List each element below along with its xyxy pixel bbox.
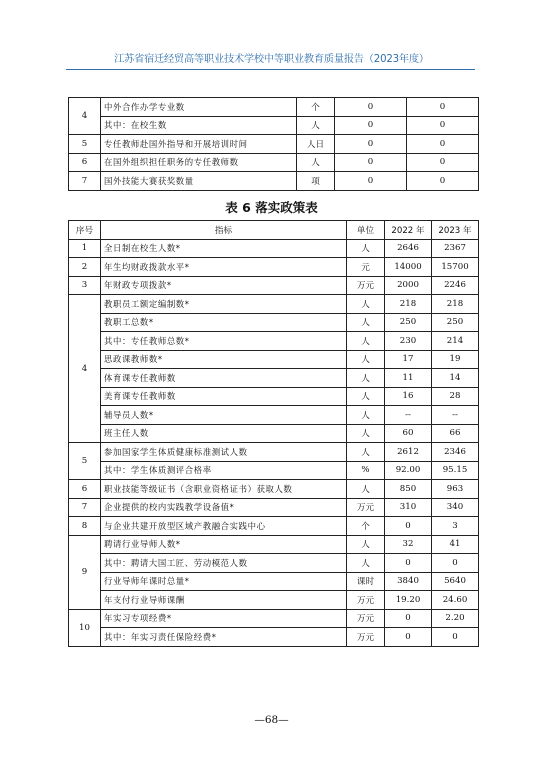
indicator-label: 美育课专任教师数 (101, 387, 347, 406)
value-2023: 5640 (432, 572, 479, 591)
unit-cell: 万元 (347, 498, 385, 517)
table-row (69, 498, 479, 517)
value-2023: 0 (407, 116, 479, 135)
unit-cell: 万元 (347, 276, 385, 295)
table-caption: 表 6 落实政策表 (225, 200, 318, 215)
indicator-label: 年实习专项经费* (101, 609, 347, 628)
value-2023: 0 (407, 135, 479, 154)
table-row (69, 461, 479, 480)
header-2022: 2022 年 (385, 221, 432, 240)
value-2023: 41 (432, 535, 479, 554)
value-2023: 66 (432, 424, 479, 443)
value-2022: 19.20 (385, 591, 432, 610)
indicator-label: 思政课教师数* (101, 350, 347, 369)
indicator-label: 其中：年实习责任保险经费* (101, 628, 347, 647)
unit-cell: 人 (347, 387, 385, 406)
header-2023: 2023 年 (432, 221, 479, 240)
value-2023: 2246 (432, 276, 479, 295)
value-2023: 0 (407, 153, 479, 172)
table-header-row (69, 221, 479, 240)
row-number: 9 (69, 535, 101, 609)
unit-cell: 人 (347, 239, 385, 258)
row-number: 6 (69, 153, 101, 172)
row-number: 7 (69, 172, 101, 191)
value-2022: 0 (335, 98, 407, 117)
table-row (69, 135, 479, 154)
value-2022: 0 (335, 153, 407, 172)
indicator-label: 全日制在校生人数* (101, 239, 347, 258)
indicator-label: 专任教师赴国外指导和开展培训时间 (101, 135, 297, 154)
table-row (69, 295, 479, 314)
indicator-label: 教职工总数* (101, 313, 347, 332)
indicator-label: 国外技能大赛获奖数量 (101, 172, 297, 191)
unit-cell: 人日 (297, 135, 335, 154)
value-2023: 2367 (432, 239, 479, 258)
value-2022: 17 (385, 350, 432, 369)
table-row (69, 387, 479, 406)
value-2023: 0 (432, 554, 479, 573)
table-row (69, 350, 479, 369)
page-header-title: 江苏省宿迁经贸高等职业技术学校中等职业教育质量报告（2023年度） (114, 54, 429, 65)
value-2023: 19 (432, 350, 479, 369)
unit-cell: 人 (347, 369, 385, 388)
unit-cell: 课时 (347, 572, 385, 591)
value-2023: 2346 (432, 443, 479, 462)
row-number: 4 (69, 98, 101, 135)
row-number: 1 (69, 239, 101, 258)
table-row (69, 591, 479, 610)
unit-cell: 人 (347, 443, 385, 462)
row-number: 5 (69, 443, 101, 480)
value-2022: 230 (385, 332, 432, 351)
unit-cell: 万元 (347, 628, 385, 647)
indicator-label: 行业导师年课时总量* (101, 572, 347, 591)
value-2023: 0 (407, 172, 479, 191)
indicator-label: 参加国家学生体质健康标准测试人数 (101, 443, 347, 462)
value-2022: -- (385, 406, 432, 425)
row-number: 4 (69, 295, 101, 443)
indicator-label: 其中：专任教师总数* (101, 332, 347, 351)
unit-cell: 个 (347, 517, 385, 536)
unit-cell: 人 (347, 350, 385, 369)
indicator-label: 年支付行业导师课酬 (101, 591, 347, 610)
header-unit: 单位 (347, 221, 385, 240)
indicator-label: 职业技能等级证书（含职业资格证书）获取人数 (101, 480, 347, 499)
table-row (69, 443, 479, 462)
table-row (69, 172, 479, 191)
table-row (69, 276, 479, 295)
value-2022: 0 (385, 628, 432, 647)
table-row (69, 369, 479, 388)
value-2023: 963 (432, 480, 479, 499)
value-2023: 14 (432, 369, 479, 388)
unit-cell: 人 (297, 153, 335, 172)
indicator-label: 教职员工额定编制数* (101, 295, 347, 314)
table-row (69, 609, 479, 628)
value-2023: 340 (432, 498, 479, 517)
policy-implementation-table (68, 220, 479, 647)
value-2022: 92.00 (385, 461, 432, 480)
indicator-label: 年财政专项拨款* (101, 276, 347, 295)
table-row (69, 628, 479, 647)
unit-cell: 人 (347, 424, 385, 443)
table-row (69, 406, 479, 425)
foreign-cooperation-table (68, 97, 479, 191)
row-number: 3 (69, 276, 101, 295)
row-number: 10 (69, 609, 101, 646)
value-2022: 0 (385, 609, 432, 628)
row-number: 7 (69, 498, 101, 517)
unit-cell: 人 (297, 116, 335, 135)
value-2022: 0 (335, 135, 407, 154)
indicator-label: 辅导员人数* (101, 406, 347, 425)
value-2022: 0 (335, 172, 407, 191)
table-row (69, 572, 479, 591)
table-row (69, 517, 479, 536)
unit-cell: 人 (347, 480, 385, 499)
value-2022: 32 (385, 535, 432, 554)
value-2022: 16 (385, 387, 432, 406)
unit-cell: 人 (347, 406, 385, 425)
indicator-label: 企业提供的校内实践教学设备值* (101, 498, 347, 517)
table-row (69, 554, 479, 573)
value-2023: 3 (432, 517, 479, 536)
indicator-label: 其中：在校生数 (101, 116, 297, 135)
unit-cell: 人 (347, 332, 385, 351)
value-2022: 2612 (385, 443, 432, 462)
value-2023: 218 (432, 295, 479, 314)
unit-cell: 人 (347, 554, 385, 573)
value-2023: 250 (432, 313, 479, 332)
value-2022: 850 (385, 480, 432, 499)
value-2022: 0 (335, 116, 407, 135)
unit-cell: 个 (297, 98, 335, 117)
value-2022: 218 (385, 295, 432, 314)
value-2023: 28 (432, 387, 479, 406)
row-number: 6 (69, 480, 101, 499)
row-number: 5 (69, 135, 101, 154)
value-2022: 250 (385, 313, 432, 332)
value-2023: 24.60 (432, 591, 479, 610)
page-number: —68— (254, 714, 289, 726)
indicator-label: 班主任人数 (101, 424, 347, 443)
indicator-label: 聘请行业导师人数* (101, 535, 347, 554)
value-2022: 2000 (385, 276, 432, 295)
unit-cell: 人 (347, 313, 385, 332)
header-indicator: 指标 (101, 221, 347, 240)
table-row (69, 153, 479, 172)
value-2023: 95.15 (432, 461, 479, 480)
unit-cell: 人 (347, 295, 385, 314)
table-row (69, 535, 479, 554)
indicator-label: 中外合作办学专业数 (101, 98, 297, 117)
header-number: 序号 (69, 221, 101, 240)
table-row (69, 239, 479, 258)
value-2023: 0 (407, 98, 479, 117)
header-rule (66, 69, 475, 70)
value-2023: 15700 (432, 258, 479, 277)
indicator-label: 与企业共建开放型区域产教融合实践中心 (101, 517, 347, 536)
table-row (69, 424, 479, 443)
indicator-label: 体育课专任教师数 (101, 369, 347, 388)
table-row (69, 313, 479, 332)
value-2022: 310 (385, 498, 432, 517)
value-2023: -- (432, 406, 479, 425)
value-2023: 2.20 (432, 609, 479, 628)
indicator-label: 年生均财政拨款水平* (101, 258, 347, 277)
unit-cell: 元 (347, 258, 385, 277)
indicator-label: 在国外组织担任职务的专任教师数 (101, 153, 297, 172)
table-row (69, 98, 479, 117)
table-row (69, 258, 479, 277)
indicator-label: 其中：学生体质测评合格率 (101, 461, 347, 480)
table-row (69, 332, 479, 351)
value-2022: 0 (385, 517, 432, 536)
value-2022: 11 (385, 369, 432, 388)
value-2022: 60 (385, 424, 432, 443)
row-number: 2 (69, 258, 101, 277)
indicator-label: 其中：聘请大国工匠、劳动模范人数 (101, 554, 347, 573)
value-2022: 3840 (385, 572, 432, 591)
row-number: 8 (69, 517, 101, 536)
unit-cell: % (347, 461, 385, 480)
value-2023: 0 (432, 628, 479, 647)
value-2023: 214 (432, 332, 479, 351)
unit-cell: 项 (297, 172, 335, 191)
table-row (69, 480, 479, 499)
unit-cell: 万元 (347, 591, 385, 610)
unit-cell: 万元 (347, 609, 385, 628)
value-2022: 2646 (385, 239, 432, 258)
table-row (69, 116, 479, 135)
value-2022: 14000 (385, 258, 432, 277)
unit-cell: 人 (347, 535, 385, 554)
value-2022: 0 (385, 554, 432, 573)
